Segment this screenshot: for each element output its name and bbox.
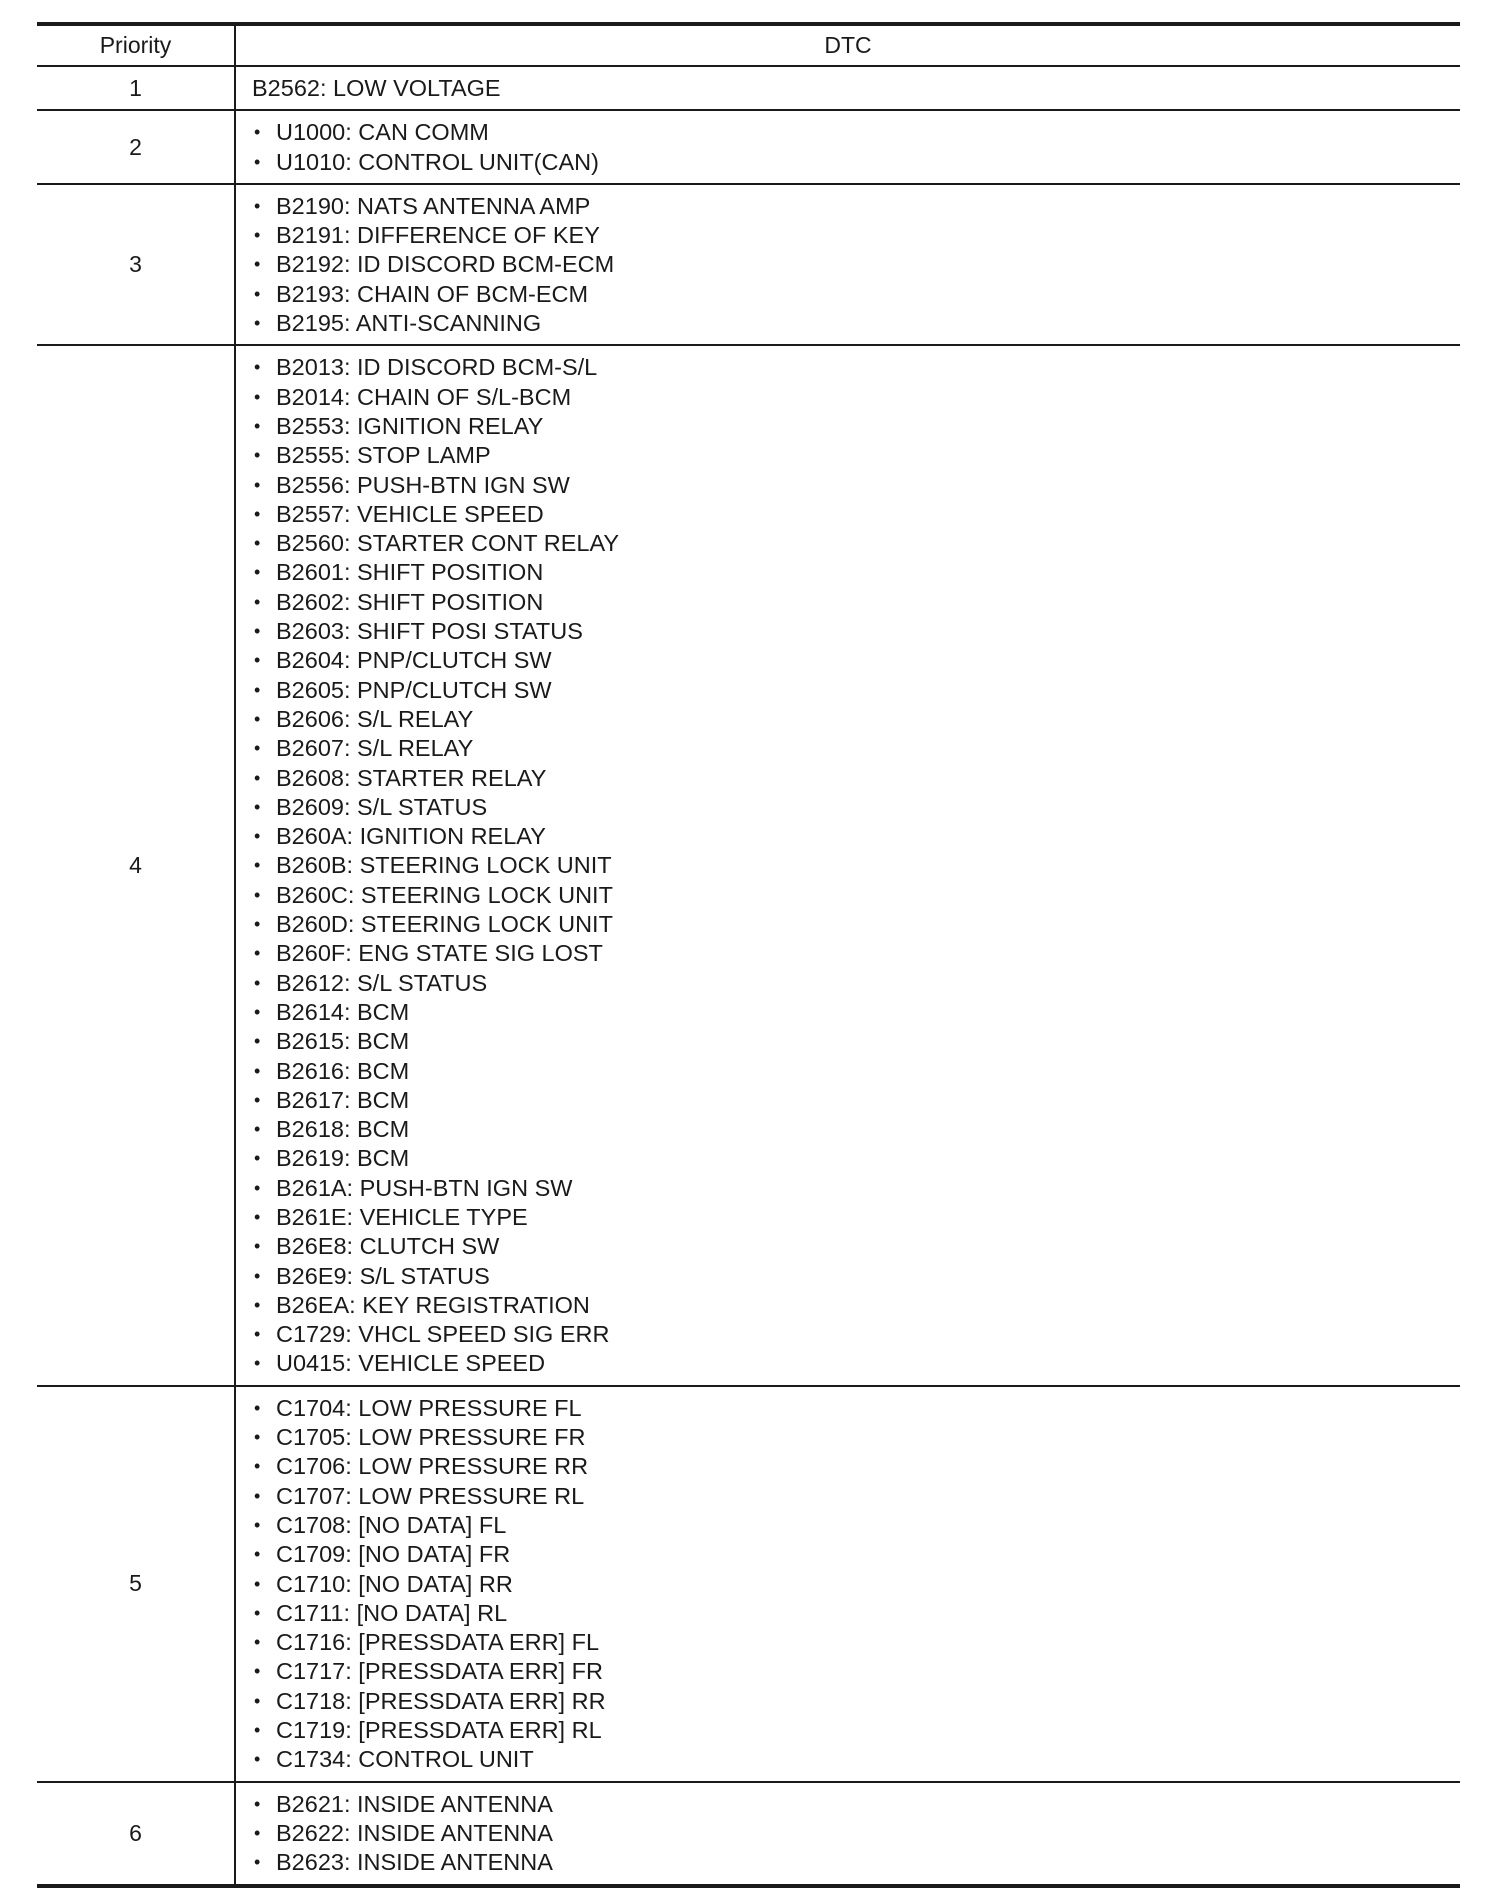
- dtc-code: B2603: SHIFT POSI STATUS: [276, 618, 583, 645]
- list-item: [252, 250, 1460, 279]
- table-row: [37, 1386, 1460, 1782]
- list-item: [252, 441, 1460, 470]
- bullet-icon: •: [254, 1514, 261, 1535]
- dtc-list: [252, 1394, 1460, 1775]
- dtc-code: U1000: CAN COMM: [276, 119, 489, 146]
- dtc-code: B2605: PNP/CLUTCH SW: [276, 676, 552, 703]
- list-item: [252, 1687, 1460, 1716]
- bullet-icon: •: [254, 796, 261, 817]
- bullet-icon: •: [254, 1206, 261, 1227]
- dtc-code: B260C: STEERING LOCK UNIT: [276, 881, 613, 908]
- dtc-code: C1704: LOW PRESSURE FL: [276, 1394, 582, 1421]
- bullet-icon: •: [254, 503, 261, 524]
- bullet-icon: •: [254, 1602, 261, 1623]
- priority-cell: 3: [37, 184, 235, 345]
- dtc-code: B2617: BCM: [276, 1086, 410, 1113]
- bullet-icon: •: [254, 679, 261, 700]
- dtc-code: B2560: STARTER CONT RELAY: [276, 530, 620, 557]
- dtc-code: B2604: PNP/CLUTCH SW: [276, 647, 552, 674]
- priority-column-header: Priority: [37, 24, 235, 66]
- list-item: [252, 500, 1460, 529]
- dtc-code: C1709: [NO DATA] FR: [276, 1541, 511, 1568]
- dtc-code: B2557: VEHICLE SPEED: [276, 500, 544, 527]
- list-item: [252, 1291, 1460, 1320]
- table-row: [37, 184, 1460, 345]
- bullet-icon: •: [254, 195, 261, 216]
- list-item: [252, 822, 1460, 851]
- dtc-cell: [235, 1782, 1460, 1886]
- dtc-code: B2619: BCM: [276, 1145, 410, 1172]
- dtc-code: B26E8: CLUTCH SW: [276, 1233, 500, 1260]
- dtc-code: B2555: STOP LAMP: [276, 442, 491, 469]
- dtc-code: B2013: ID DISCORD BCM-S/L: [276, 354, 598, 381]
- dtc-code: B2621: INSIDE ANTENNA: [276, 1790, 553, 1817]
- table-header-row: [37, 24, 1460, 66]
- list-item: [252, 1790, 1460, 1819]
- dtc-code: B2191: DIFFERENCE OF KEY: [276, 222, 600, 249]
- dtc-code: C1707: LOW PRESSURE RL: [276, 1482, 585, 1509]
- dtc-code: B2556: PUSH-BTN IGN SW: [276, 471, 570, 498]
- bullet-icon: •: [254, 767, 261, 788]
- dtc-code: B2562: LOW VOLTAGE: [252, 75, 501, 101]
- dtc-code: C1718: [PRESSDATA ERR] RR: [276, 1687, 606, 1714]
- list-item: [252, 1540, 1460, 1569]
- bullet-icon: •: [254, 1148, 261, 1169]
- list-item: [252, 1057, 1460, 1086]
- dtc-code: B2615: BCM: [276, 1028, 410, 1055]
- dtc-code: C1729: VHCL SPEED SIG ERR: [276, 1321, 610, 1348]
- dtc-code: B2553: IGNITION RELAY: [276, 412, 544, 439]
- bullet-icon: •: [254, 1573, 261, 1594]
- list-item: [252, 1628, 1460, 1657]
- dtc-cell: [235, 110, 1460, 184]
- bullet-icon: •: [254, 1456, 261, 1477]
- list-item: [252, 1320, 1460, 1349]
- list-item: [252, 617, 1460, 646]
- bullet-icon: •: [254, 1427, 261, 1448]
- dtc-code: B2622: INSIDE ANTENNA: [276, 1819, 553, 1846]
- list-item: [252, 1511, 1460, 1540]
- list-item: [252, 412, 1460, 441]
- dtc-cell: [235, 184, 1460, 345]
- dtc-code: B2193: CHAIN OF BCM-ECM: [276, 280, 589, 307]
- dtc-priority-table: [37, 22, 1460, 1888]
- dtc-code: B26EA: KEY REGISTRATION: [276, 1291, 590, 1318]
- dtc-code: B2623: INSIDE ANTENNA: [276, 1849, 553, 1876]
- list-item: [252, 734, 1460, 763]
- dtc-code: B2014: CHAIN OF S/L-BCM: [276, 383, 572, 410]
- dtc-code: B261E: VEHICLE TYPE: [276, 1203, 528, 1230]
- bullet-icon: •: [254, 1720, 261, 1741]
- bullet-icon: •: [254, 1544, 261, 1565]
- bullet-icon: •: [254, 1177, 261, 1198]
- bullet-icon: •: [254, 474, 261, 495]
- bullet-icon: •: [254, 1852, 261, 1873]
- list-item: [252, 1174, 1460, 1203]
- bullet-icon: •: [254, 738, 261, 759]
- list-item: [252, 705, 1460, 734]
- bullet-icon: •: [254, 621, 261, 642]
- dtc-code: C1734: CONTROL UNIT: [276, 1746, 534, 1773]
- list-item: [252, 383, 1460, 412]
- bullet-icon: •: [254, 826, 261, 847]
- dtc-code: C1711: [NO DATA] RL: [276, 1599, 508, 1626]
- list-item: [252, 1262, 1460, 1291]
- bullet-icon: •: [254, 1397, 261, 1418]
- dtc-code: B260D: STEERING LOCK UNIT: [276, 911, 613, 938]
- bullet-icon: •: [254, 1822, 261, 1843]
- list-item: [252, 529, 1460, 558]
- dtc-code: B2616: BCM: [276, 1057, 410, 1084]
- list-item: [252, 939, 1460, 968]
- table-body: [37, 66, 1460, 1886]
- bullet-icon: •: [254, 1690, 261, 1711]
- table-row: [37, 110, 1460, 184]
- bullet-icon: •: [254, 1793, 261, 1814]
- dtc-code: B2614: BCM: [276, 998, 410, 1025]
- dtc-code: B2607: S/L RELAY: [276, 735, 474, 762]
- bullet-icon: •: [254, 1294, 261, 1315]
- dtc-code: C1719: [PRESSDATA ERR] RL: [276, 1717, 602, 1744]
- dtc-code: C1716: [PRESSDATA ERR] FL: [276, 1629, 600, 1656]
- bullet-icon: •: [254, 884, 261, 905]
- bullet-icon: •: [254, 1031, 261, 1052]
- list-item: [252, 969, 1460, 998]
- table-row: [37, 345, 1460, 1385]
- bullet-icon: •: [254, 357, 261, 378]
- list-item: [252, 764, 1460, 793]
- table-row: [37, 66, 1460, 110]
- list-item: [252, 1349, 1460, 1378]
- list-item: [252, 1115, 1460, 1144]
- dtc-list: [252, 192, 1460, 338]
- bullet-icon: •: [254, 1119, 261, 1140]
- dtc-code: B2609: S/L STATUS: [276, 793, 488, 820]
- bullet-icon: •: [254, 533, 261, 554]
- bullet-icon: •: [254, 313, 261, 334]
- list-item: [252, 1848, 1460, 1877]
- list-item: [252, 1232, 1460, 1261]
- list-item: [252, 1394, 1460, 1423]
- dtc-code: U1010: CONTROL UNIT(CAN): [276, 148, 599, 175]
- dtc-code: B2608: STARTER RELAY: [276, 764, 547, 791]
- dtc-list: [252, 353, 1460, 1378]
- list-item: [252, 558, 1460, 587]
- dtc-code: B260F: ENG STATE SIG LOST: [276, 940, 603, 967]
- bullet-icon: •: [254, 1632, 261, 1653]
- list-item: [252, 148, 1460, 177]
- list-item: [252, 851, 1460, 880]
- priority-cell: 5: [37, 1386, 235, 1782]
- list-item: [252, 1657, 1460, 1686]
- dtc-code: B2618: BCM: [276, 1116, 410, 1143]
- bullet-icon: •: [254, 914, 261, 935]
- bullet-icon: •: [254, 1236, 261, 1257]
- list-item: [252, 1716, 1460, 1745]
- dtc-code: B2195: ANTI-SCANNING: [276, 310, 542, 337]
- list-item: [252, 471, 1460, 500]
- list-item: [252, 1452, 1460, 1481]
- table-row: [37, 1782, 1460, 1886]
- dtc-code: C1717: [PRESSDATA ERR] FR: [276, 1658, 603, 1685]
- list-item: [252, 221, 1460, 250]
- priority-cell: 6: [37, 1782, 235, 1886]
- dtc-code: B2602: SHIFT POSITION: [276, 588, 544, 615]
- bullet-icon: •: [254, 1324, 261, 1345]
- bullet-icon: •: [254, 650, 261, 671]
- list-item: [252, 118, 1460, 147]
- dtc-code: C1708: [NO DATA] FL: [276, 1511, 507, 1538]
- dtc-code: B26E9: S/L STATUS: [276, 1262, 490, 1289]
- bullet-icon: •: [254, 1749, 261, 1770]
- bullet-icon: •: [254, 1089, 261, 1110]
- dtc-code: B260B: STEERING LOCK UNIT: [276, 852, 612, 879]
- list-item: [252, 588, 1460, 617]
- bullet-icon: •: [254, 1001, 261, 1022]
- list-item: [252, 1819, 1460, 1848]
- dtc-code: B2190: NATS ANTENNA AMP: [276, 192, 591, 219]
- dtc-code: C1706: LOW PRESSURE RR: [276, 1453, 589, 1480]
- bullet-icon: •: [254, 1661, 261, 1682]
- list-item: [252, 1570, 1460, 1599]
- bullet-icon: •: [254, 386, 261, 407]
- bullet-icon: •: [254, 1353, 261, 1374]
- list-item: [252, 280, 1460, 309]
- dtc-code: B260A: IGNITION RELAY: [276, 823, 546, 850]
- dtc-column-header: DTC: [235, 24, 1460, 66]
- dtc-cell: [235, 345, 1460, 1385]
- bullet-icon: •: [254, 254, 261, 275]
- dtc-cell: [235, 66, 1460, 110]
- list-item: [252, 646, 1460, 675]
- dtc-code: C1705: LOW PRESSURE FR: [276, 1424, 586, 1451]
- bullet-icon: •: [254, 591, 261, 612]
- bullet-icon: •: [254, 562, 261, 583]
- list-item: [252, 1599, 1460, 1628]
- dtc-code: B2606: S/L RELAY: [276, 705, 474, 732]
- dtc-code: B261A: PUSH-BTN IGN SW: [276, 1174, 573, 1201]
- bullet-icon: •: [254, 1265, 261, 1286]
- bullet-icon: •: [254, 283, 261, 304]
- list-item: [252, 309, 1460, 338]
- bullet-icon: •: [254, 943, 261, 964]
- dtc-code: B2192: ID DISCORD BCM-ECM: [276, 251, 615, 278]
- bullet-icon: •: [254, 225, 261, 246]
- bullet-icon: •: [254, 1485, 261, 1506]
- bullet-icon: •: [254, 415, 261, 436]
- bullet-icon: •: [254, 708, 261, 729]
- list-item: [252, 1086, 1460, 1115]
- list-item: [252, 998, 1460, 1027]
- bullet-icon: •: [254, 122, 261, 143]
- bullet-icon: •: [254, 445, 261, 466]
- list-item: [252, 1144, 1460, 1173]
- priority-cell: 4: [37, 345, 235, 1385]
- list-item: [252, 1745, 1460, 1774]
- list-item: [252, 1203, 1460, 1232]
- list-item: [252, 1027, 1460, 1056]
- list-item: [252, 192, 1460, 221]
- dtc-code: B2612: S/L STATUS: [276, 969, 488, 996]
- priority-cell: 1: [37, 66, 235, 110]
- list-item: [252, 881, 1460, 910]
- bullet-icon: •: [254, 972, 261, 993]
- dtc-cell: [235, 1386, 1460, 1782]
- list-item: [252, 353, 1460, 382]
- priority-cell: 2: [37, 110, 235, 184]
- bullet-icon: •: [254, 151, 261, 172]
- dtc-code: B2601: SHIFT POSITION: [276, 559, 544, 586]
- list-item: [252, 910, 1460, 939]
- dtc-list: [252, 1790, 1460, 1878]
- dtc-list: [252, 118, 1460, 177]
- list-item: [252, 793, 1460, 822]
- list-item: [252, 1482, 1460, 1511]
- list-item: [252, 676, 1460, 705]
- dtc-code: U0415: VEHICLE SPEED: [276, 1350, 546, 1377]
- dtc-code: C1710: [NO DATA] RR: [276, 1570, 513, 1597]
- bullet-icon: •: [254, 855, 261, 876]
- bullet-icon: •: [254, 1060, 261, 1081]
- list-item: [252, 1423, 1460, 1452]
